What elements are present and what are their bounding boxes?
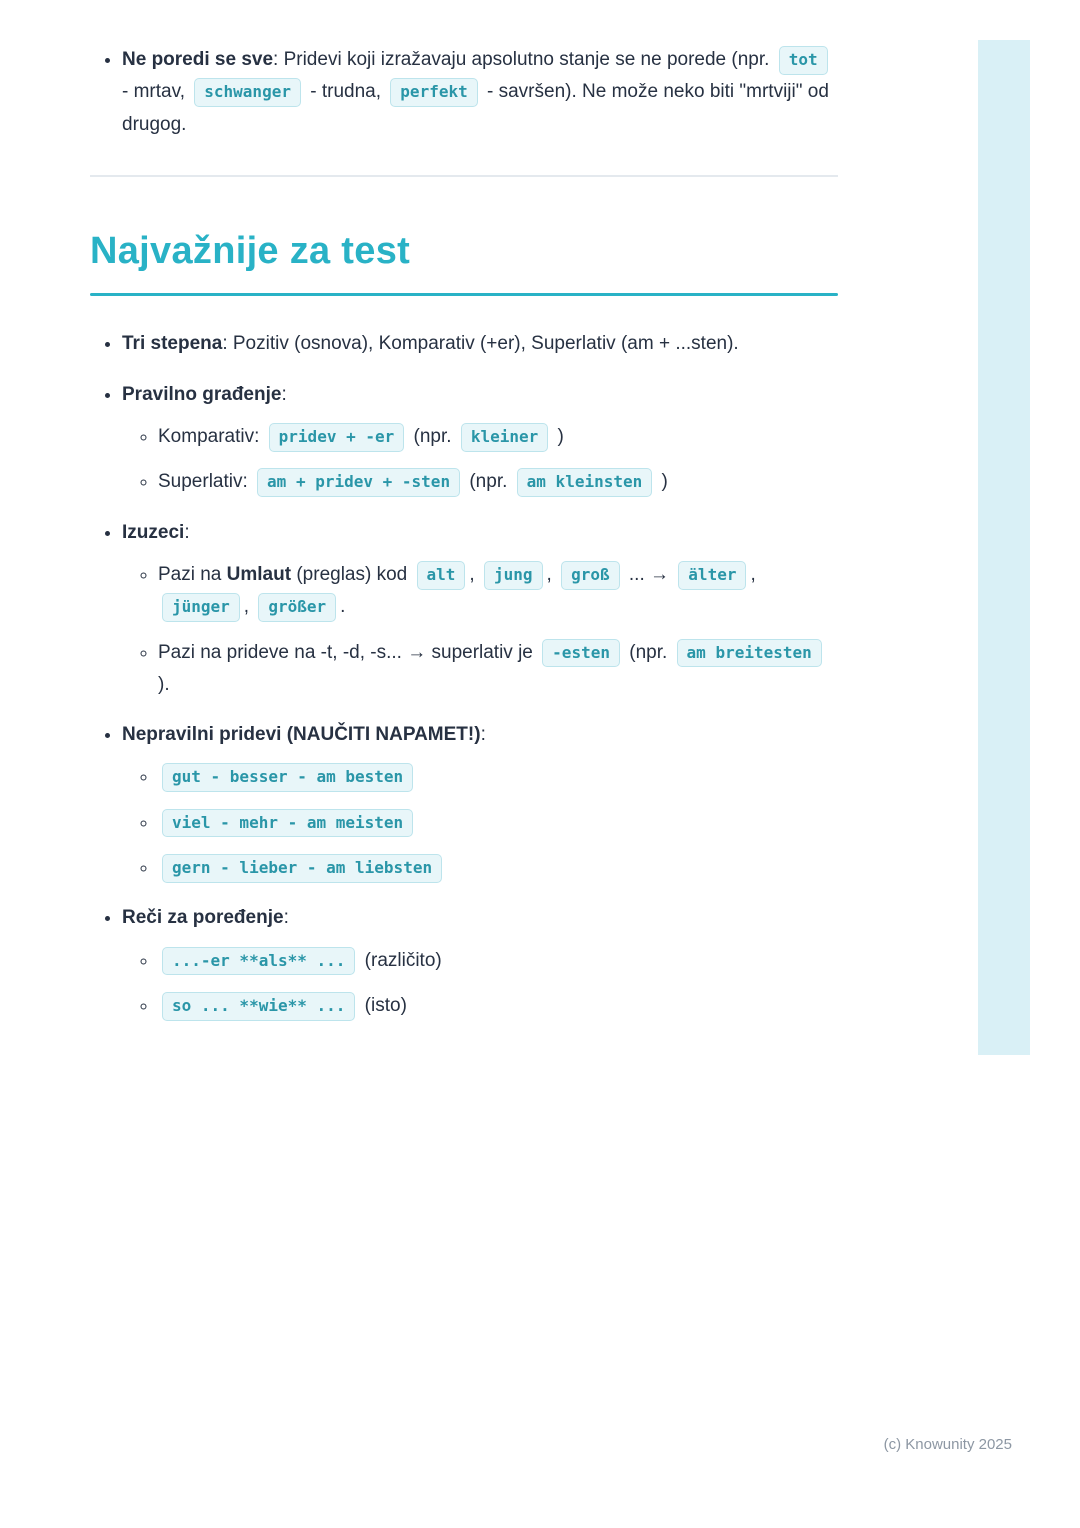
list-item — [122, 719, 838, 884]
list-item — [158, 807, 838, 839]
text-segment: ) — [552, 426, 564, 448]
bold-text: Umlaut — [226, 563, 292, 585]
side-accent-bar — [978, 40, 1030, 1055]
text-segment: , — [750, 563, 756, 585]
code-chip: am breitesten — [677, 639, 822, 668]
code-chip: so ... **wie** ... — [162, 992, 355, 1021]
list-item — [158, 852, 838, 884]
text-segment: - savršen). Ne može neko biti "mrtviji" od drugog. — [122, 81, 829, 135]
code-chip: gern - lieber - am liebsten — [162, 854, 442, 883]
code-chip: schwanger — [194, 78, 301, 107]
list-item — [122, 44, 838, 141]
sub-list — [122, 945, 838, 1023]
list-item — [158, 559, 838, 624]
heading-underline — [90, 293, 838, 296]
code-chip: älter — [678, 561, 746, 590]
code-chip: alt — [417, 561, 466, 590]
text-segment: - trudna, — [304, 81, 387, 103]
sub-list — [122, 559, 838, 701]
code-chip: viel - mehr - am meisten — [162, 809, 413, 838]
text-segment: (npr. — [464, 471, 513, 493]
section-divider — [90, 175, 838, 177]
sub-list — [122, 421, 838, 499]
code-chip: jung — [484, 561, 543, 590]
text-segment: ). — [158, 673, 170, 695]
text-segment: : Pridevi koji izražavaju apsolutno stanje se ne porede (npr. — [273, 49, 775, 70]
text-segment: Pazi na prideve na -t, -d, -s... → superlativ je — [158, 641, 539, 663]
copyright-footer: (c) Knowunity 2025 — [883, 1436, 1012, 1453]
list-item — [122, 902, 838, 1022]
code-chip: -esten — [542, 639, 620, 668]
text-segment: : — [480, 724, 486, 746]
list-item — [158, 421, 838, 453]
list-item — [158, 990, 838, 1022]
text-segment: : — [283, 907, 289, 929]
code-chip: kleiner — [461, 423, 548, 452]
code-chip: groß — [561, 561, 620, 590]
text-segment: : Pozitiv (osnova), Komparativ (+er), Superlativ (am + ...sten). — [222, 333, 739, 355]
code-chip: ...-er **als** ... — [162, 947, 355, 976]
code-chip: am + pridev + -sten — [257, 468, 460, 497]
text-segment: , — [243, 596, 255, 618]
list-item — [122, 517, 838, 701]
code-chip: jünger — [162, 593, 240, 622]
page-title: Najvažnije za test — [90, 229, 411, 272]
text-segment: , — [546, 563, 558, 585]
text-segment: (različito) — [359, 949, 442, 971]
text-segment: Pazi na — [158, 563, 227, 585]
code-chip: am kleinsten — [517, 468, 653, 497]
bold-text: Reči za poređenje — [122, 907, 284, 929]
text-segment: : — [184, 521, 190, 543]
code-chip: pridev + -er — [269, 423, 405, 452]
list-item — [158, 761, 838, 793]
text-segment: : — [281, 383, 287, 405]
text-segment: ) — [656, 471, 668, 493]
text-segment: (isto) — [359, 994, 407, 1016]
text-segment: , — [469, 563, 480, 585]
list-item — [158, 466, 838, 498]
bold-text: Tri stepena — [122, 333, 223, 355]
bold-text: Ne poredi se sve — [122, 49, 274, 70]
text-segment: (npr. — [408, 426, 457, 448]
code-chip: größer — [258, 593, 336, 622]
text-segment: . — [340, 596, 346, 618]
code-chip: tot — [779, 46, 828, 75]
main-list — [90, 328, 838, 1022]
bold-text: Nepravilni pridevi (NAUČITI NAPAMET!) — [122, 724, 481, 746]
text-segment: (npr. — [623, 641, 673, 663]
list-item — [122, 379, 838, 499]
text-segment: ... → — [623, 563, 675, 585]
list-item — [122, 328, 838, 360]
code-chip: gut - besser - am besten — [162, 763, 413, 792]
text-segment: (preglas) kod — [291, 563, 413, 585]
sub-list — [122, 761, 838, 884]
bold-text: Pravilno građenje — [122, 383, 282, 405]
code-chip: perfekt — [390, 78, 477, 107]
text-segment: - mrtav, — [122, 81, 191, 103]
page-content — [90, 0, 838, 1022]
text-segment: Superlativ: — [158, 471, 254, 493]
text-segment: Komparativ: — [158, 426, 265, 448]
list-item — [158, 945, 838, 977]
intro-list — [90, 44, 838, 141]
bold-text: Izuzeci — [122, 521, 185, 543]
list-item — [158, 637, 838, 702]
